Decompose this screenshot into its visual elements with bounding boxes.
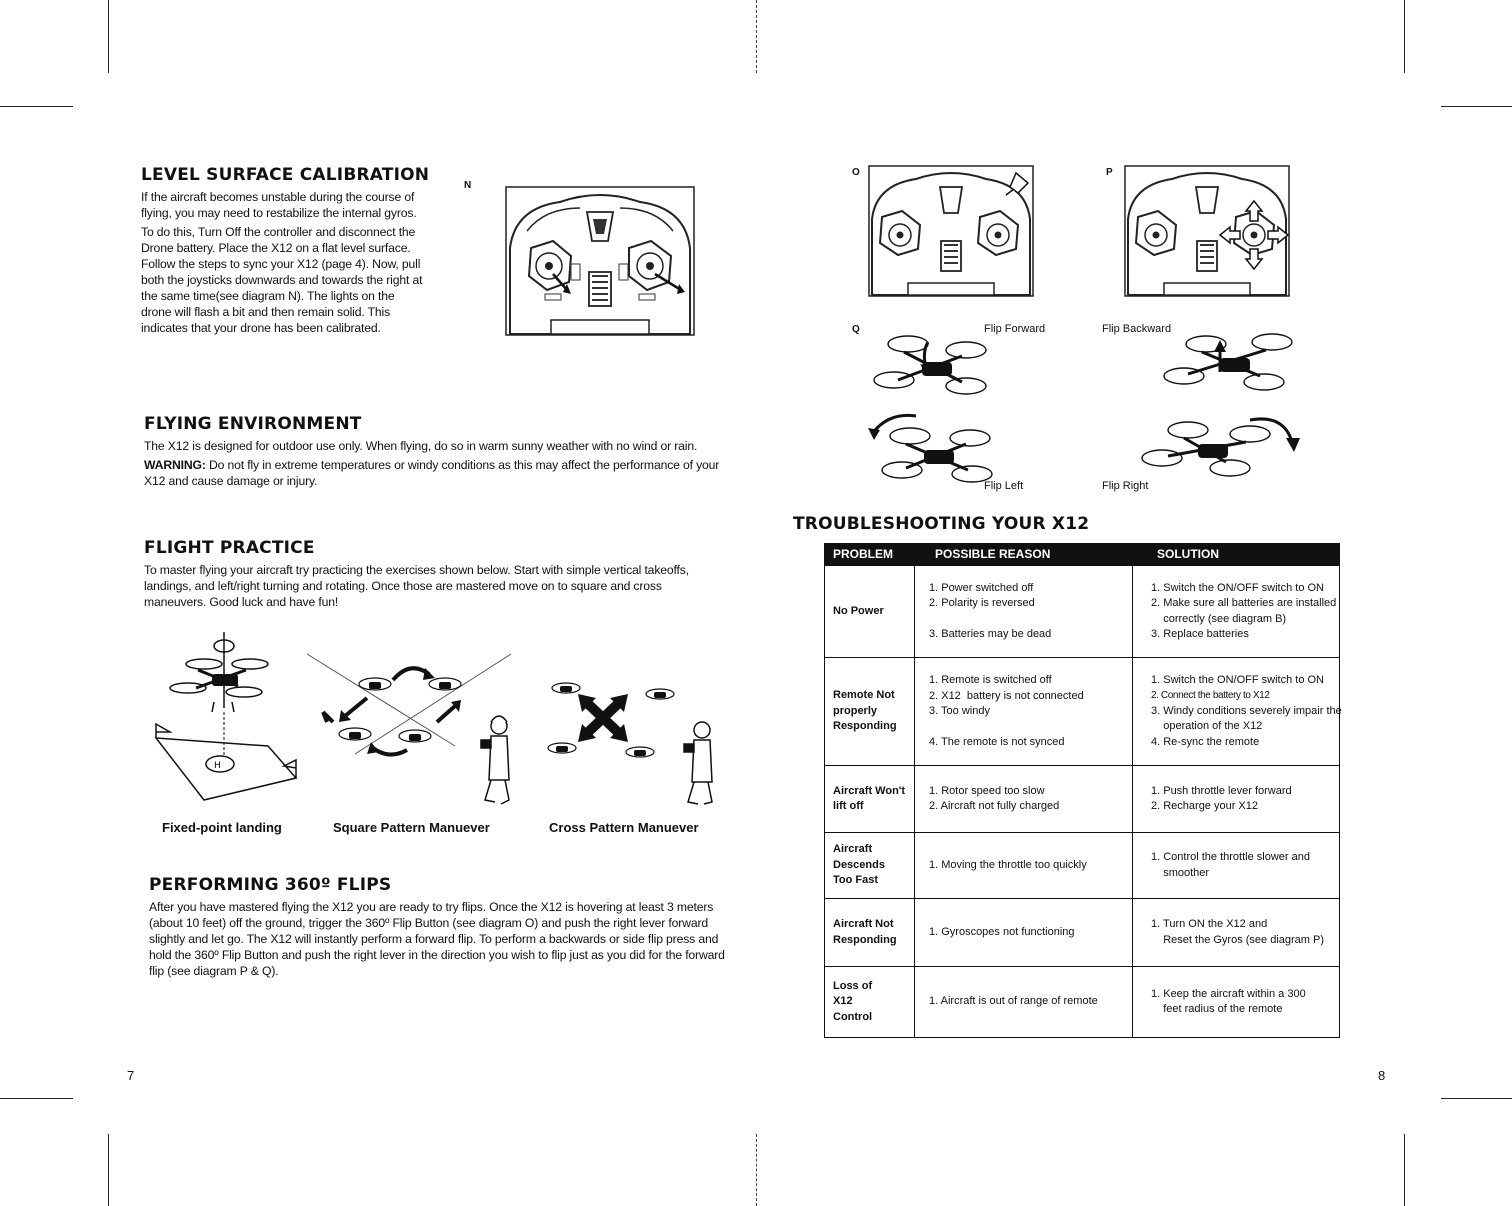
diagram-o-label: O	[852, 167, 860, 178]
troubleshooting-title: TROUBLESHOOTING YOUR X12	[793, 514, 1090, 534]
cell-line: Responding	[833, 720, 897, 733]
problem-cell	[825, 566, 915, 657]
flip-right-illustration	[1138, 408, 1303, 490]
environment-p1: The X12 is designed for outdoor use only. When flying, do so in warm sunny weather with no wind or rain.	[144, 439, 698, 453]
flip-forward-label: Flip Forward	[984, 323, 1046, 335]
cell-line: Reset the Gyros (see diagram P)	[1151, 933, 1325, 946]
cell-line: 2. Polarity is reversed	[929, 597, 1035, 610]
header-problem: PROBLEM	[833, 547, 893, 561]
cell-line: 1. Switch the ON/OFF switch to ON	[1151, 673, 1324, 686]
environment-warning	[144, 457, 724, 489]
cell-line: 1. Turn ON the X12 and	[1151, 918, 1268, 930]
cell-line: 2. X12 battery is not connected	[929, 689, 1084, 702]
header-solution: SOLUTION	[1157, 547, 1219, 561]
reason-cell	[915, 899, 1133, 966]
reason-cell	[915, 967, 1133, 1037]
cell-line: Aircraft Won't	[833, 784, 906, 797]
problem-cell	[825, 967, 915, 1037]
header-possible-reason: POSSIBLE REASON	[935, 547, 1051, 561]
cell-line: Aircraft	[833, 843, 873, 856]
cell-line: X12	[833, 995, 853, 1008]
warning-label: WARNING:	[144, 458, 206, 472]
solution-cell	[1133, 658, 1342, 765]
flip-forward-illustration	[870, 328, 1000, 404]
fold-mark	[756, 1134, 757, 1206]
flip-left-illustration	[866, 408, 1001, 490]
crop-mark	[108, 1134, 109, 1206]
table-row	[825, 565, 1339, 657]
fold-mark	[756, 0, 757, 73]
cell-spacer	[929, 720, 1084, 735]
cell-line: operation of the X12	[1151, 720, 1263, 733]
flip-left-label: Flip Left	[984, 480, 1024, 492]
caption-fixed-point-landing: Fixed-point landing	[162, 820, 282, 835]
problem-cell	[825, 766, 915, 832]
flip-backward-illustration	[1160, 328, 1300, 404]
reason-cell	[915, 658, 1133, 765]
solution-cell	[1133, 566, 1339, 657]
cell-line: 1. Push throttle lever forward	[1151, 784, 1292, 797]
flying-environment-title: FLYING ENVIRONMENT	[144, 414, 362, 434]
cross-pattern-illustration	[540, 668, 720, 808]
problem-cell	[825, 833, 915, 898]
flight-practice-title: FLIGHT PRACTICE	[144, 538, 315, 558]
fixed-point-landing-illustration	[148, 628, 303, 808]
page-number-right: 8	[1378, 1068, 1386, 1083]
flip-right-label: Flip Right	[1102, 480, 1149, 492]
solution-cell	[1133, 833, 1339, 898]
problem-cell	[825, 899, 915, 966]
reason-cell	[915, 566, 1133, 657]
caption-square-pattern: Square Pattern Manuever	[333, 820, 490, 835]
flip-backward-label: Flip Backward	[1102, 323, 1172, 335]
reason-cell	[915, 833, 1133, 898]
cell-line: properly	[833, 704, 878, 717]
table-row	[825, 966, 1339, 1037]
cell-line: 1. Switch the ON/OFF switch to ON	[1151, 581, 1324, 594]
cell-line: 1. Rotor speed too slow	[929, 784, 1045, 797]
cell-line: 1. Gyroscopes not functioning	[929, 925, 1075, 938]
troubleshooting-table	[824, 543, 1340, 1038]
cell-spacer	[929, 612, 1051, 627]
cell-line: lift off	[833, 800, 864, 812]
cell-line: Loss of	[833, 979, 873, 992]
cell-line: 1. Control the throttle slower and	[1151, 851, 1310, 863]
flying-environment-text	[144, 438, 724, 492]
crop-mark	[0, 1098, 73, 1099]
svg-text:H: H	[214, 761, 221, 771]
cell-line: Aircraft Not	[833, 918, 894, 930]
controller-diagram-n	[505, 186, 695, 336]
flips-text	[149, 899, 729, 982]
solution-cell	[1133, 967, 1339, 1037]
cell-line: Too Fast	[833, 874, 879, 887]
cell-line: No Power	[833, 604, 884, 617]
diagram-q-label: Q	[852, 324, 860, 335]
crop-mark	[108, 0, 109, 73]
cell-line: Descends	[833, 858, 885, 871]
crop-mark	[1441, 1098, 1512, 1099]
diagram-p-label: P	[1106, 167, 1113, 178]
level-p1: If the aircraft becomes unstable during the course of flying, you may need to restabilize the internal gyros.	[141, 190, 417, 220]
crop-mark	[1404, 0, 1405, 73]
crop-mark	[1404, 1134, 1405, 1206]
cell-line: 4. Re-sync the remote	[1151, 735, 1260, 748]
cell-line: 1. Aircraft is out of range of remote	[929, 995, 1098, 1008]
table-header	[825, 544, 1339, 565]
cell-line: 1. Power switched off	[929, 581, 1034, 594]
cell-line: 1. Moving the throttle too quickly	[929, 858, 1087, 871]
cell-line: smoother	[1151, 866, 1210, 879]
controller-diagram-o	[868, 165, 1034, 297]
level-calibration-title: LEVEL SURFACE CALIBRATION	[141, 165, 430, 185]
reason-cell	[915, 766, 1133, 832]
crop-mark	[1441, 106, 1512, 107]
cell-line: correctly (see diagram B)	[1151, 612, 1287, 625]
solution-cell	[1133, 899, 1339, 966]
cell-line: feet radius of the remote	[1151, 1003, 1283, 1015]
table-row	[825, 657, 1342, 765]
table-row	[825, 765, 1339, 832]
table-row	[825, 832, 1339, 898]
diagram-n-label: N	[464, 180, 472, 191]
table-row	[825, 898, 1339, 966]
cell-line: 3. Too windy	[929, 705, 990, 717]
crop-mark	[0, 106, 73, 107]
cell-line: 3. Batteries may be dead	[929, 627, 1052, 640]
level-p2: To do this, Turn Off the controller and disconnect the Drone battery. Place the X12 on a flat level surface. Follow the steps to sync your X12 (page 4). Now, pull both the joysticks downwards and towards the right at the same time(see diagram N). The lights on the drone will flash a bit and then remain solid. This indicates that your drone has been calibrated.	[141, 225, 423, 335]
flight-practice-text	[144, 562, 724, 613]
cell-line: Responding	[833, 933, 897, 946]
flips-p1: After you have mastered flying the X12 you are ready to try flips. Once the X12 is hovering at least 3 meters (about 10 feet) off the ground, trigger the 360º Flip Button (see diagram O) and push the right lever forward slightly and let go. The X12 will instantly perform a forward flip. To perform a backwards or side flip press and hold the 360º Flip Button and push the right lever in the direction you wish to flip just as you did for the forward flip (see diagram P & Q).	[149, 900, 725, 978]
warning-text: Do not fly in extreme temperatures or windy conditions as this may affect the performance of your X12 and cause damage or injury.	[144, 458, 720, 488]
cell-line: 2. Connect the battery to X12	[1151, 690, 1270, 702]
caption-cross-pattern: Cross Pattern Manuever	[549, 820, 699, 835]
practice-p1: To master flying your aircraft try practicing the exercises shown below. Start with simple vertical takeoffs, landings, and left/right turning and rotating. Once those are mastered move on to square and cross maneuvers. Good luck and have fun!	[144, 563, 689, 609]
controller-diagram-p	[1124, 165, 1290, 297]
solution-cell	[1133, 766, 1339, 832]
cell-line: 3. Replace batteries	[1151, 628, 1249, 640]
cell-line: 1. Keep the aircraft within a 300	[1151, 987, 1306, 1000]
page-number-left: 7	[127, 1068, 135, 1083]
level-calibration-text	[141, 189, 424, 339]
cell-line: 4. The remote is not synced	[929, 735, 1065, 748]
cell-line: Control	[833, 1010, 873, 1023]
cell-line: 2. Make sure all batteries are installed	[1151, 597, 1337, 609]
cell-line: Remote Not	[833, 689, 895, 702]
cell-line: 3. Windy conditions severely impair the	[1151, 704, 1342, 717]
square-pattern-illustration	[305, 650, 530, 810]
cell-line: 2. Recharge your X12	[1151, 800, 1259, 812]
cell-line: 1. Remote is switched off	[929, 674, 1052, 686]
cell-line: 2. Aircraft not fully charged	[929, 800, 1060, 812]
problem-cell	[825, 658, 915, 765]
flips-title: PERFORMING 360º FLIPS	[149, 875, 392, 895]
